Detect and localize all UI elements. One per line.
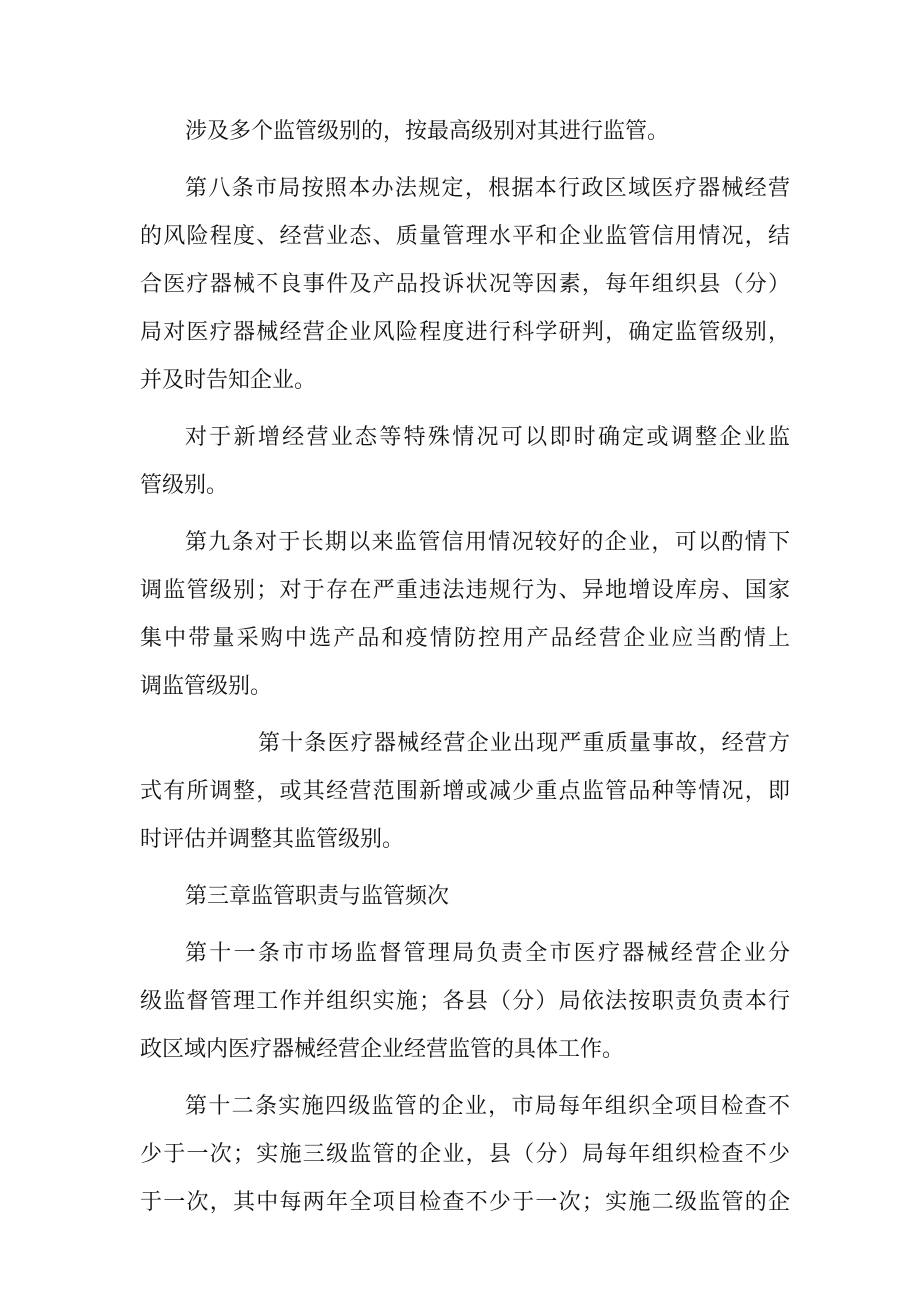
chapter-3-heading: 第三章监管职责与监管频次: [185, 884, 450, 909]
article-8-heading-line: 第八条市局按照本办法规定，根据本行政区域医疗器械经营: [185, 176, 790, 201]
paragraph-line: 调监管级别。: [140, 674, 273, 699]
paragraph-line: 涉及多个监管级别的，按最高级别对其进行监管。: [185, 119, 670, 144]
paragraph-line: 级监督管理工作并组织实施；各县（分）局依法按职责负责本行: [140, 989, 790, 1014]
paragraph-line: 合医疗器械不良事件及产品投诉状况等因素，每年组织县（分）: [140, 272, 790, 297]
article-12-heading-line: 第十二条实施四级监管的企业，市局每年组织全项目检查不: [185, 1094, 790, 1119]
article-9-heading-line: 第九条对于长期以来监管信用情况较好的企业，可以酌情下: [185, 530, 790, 555]
paragraph-line: 管级别。: [140, 473, 229, 498]
paragraph-line: 集中带量采购中选产品和疫情防控用产品经营企业应当酌情上: [140, 626, 790, 651]
paragraph-line: 政区域内医疗器械经营企业经营监管的具体工作。: [140, 1037, 625, 1062]
document-body: [140, 108, 790, 1227]
paragraph-line: 于一次，其中每两年全项目检查不少于一次；实施二级监管的企: [140, 1190, 790, 1215]
paragraph-line: 调监管级别；对于存在严重违法违规行为、异地增设库房、国家: [140, 578, 790, 603]
article-11-heading-line: 第十一条市市场监督管理局负责全市医疗器械经营企业分: [185, 941, 790, 966]
paragraph-line: 对于新增经营业态等特殊情况可以即时确定或调整企业监: [185, 425, 790, 450]
paragraph-line: 时评估并调整其监管级别。: [140, 827, 405, 852]
paragraph-line: 局对医疗器械经营企业风险程度进行科学研判，确定监管级别，: [140, 320, 790, 345]
paragraph-line: 的风险程度、经营业态、质量管理水平和企业监管信用情况，结: [140, 224, 790, 249]
paragraph-line: 并及时告知企业。: [140, 368, 317, 393]
paragraph-line: 少于一次；实施三级监管的企业，县（分）局每年组织检查不少: [140, 1142, 790, 1167]
article-10-heading-line: 第十条医疗器械经营企业出现严重质量事故，经营方: [258, 731, 790, 756]
paragraph-line: 式有所调整，或其经营范围新增或减少重点监管品种等情况，即: [140, 779, 790, 804]
